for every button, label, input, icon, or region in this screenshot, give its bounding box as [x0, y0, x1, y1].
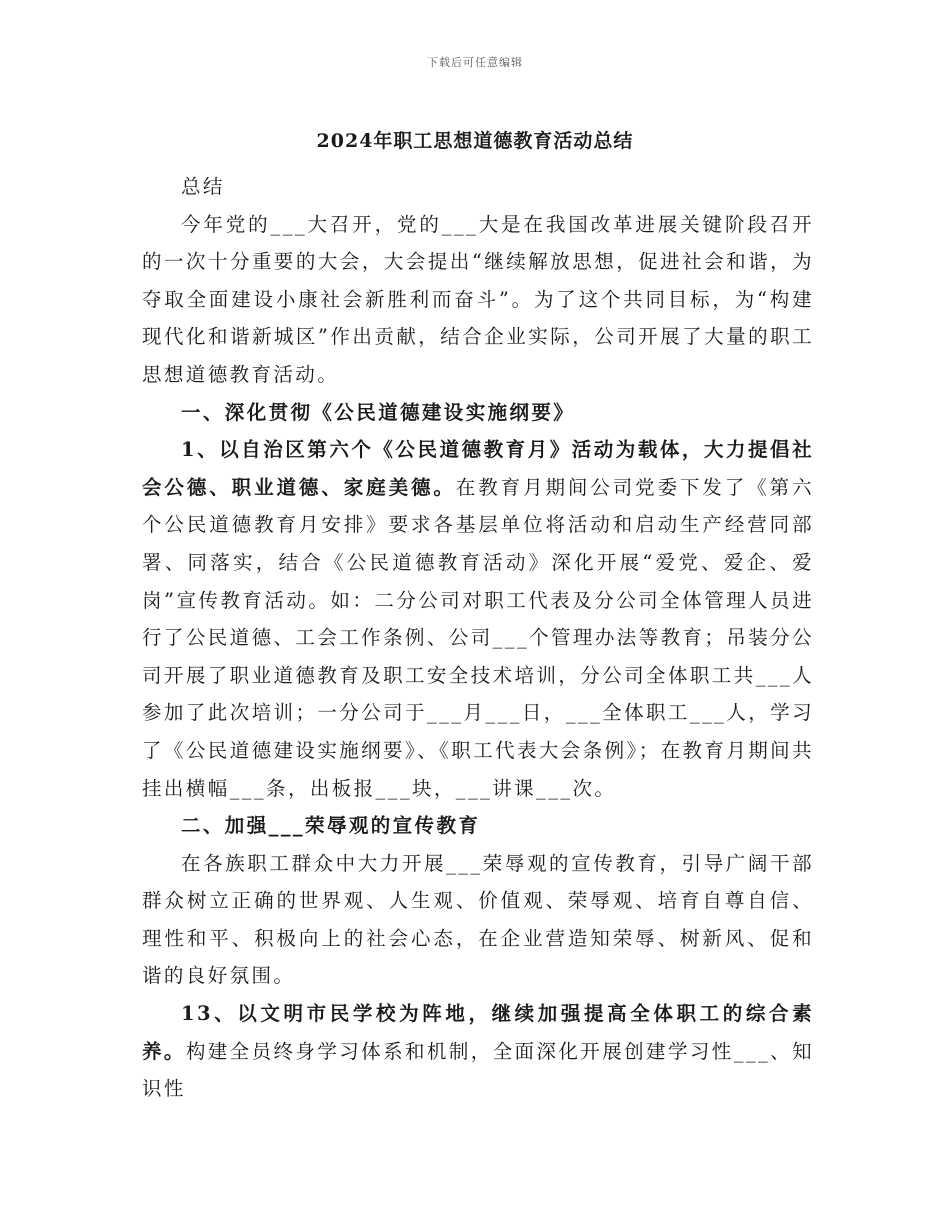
paragraph-body-text: 构建全员终身学习体系和机制，全面深化开展创建学习性___、知识性 [142, 1039, 814, 1101]
section-heading-2: 二、加强___荣辱观的宣传教育 [181, 814, 481, 838]
header-note: 下载后可任意编辑 [427, 56, 523, 69]
paragraph-lead-text: 13、以文明市民学校为阵地，继续加强提高全体职工的综合素养。 [142, 1002, 814, 1063]
paragraph-lead-text: 1、以自治区第六个《公民道德教育月》活动为载体，大力提倡社会公德、职业道德、家庭美德。 [142, 438, 814, 499]
document-body [142, 168, 814, 1108]
paragraph-item-13 [142, 995, 814, 1108]
paragraph-intro: 今年党的___大召开，党的___大是在我国改革进展关键阶段召开的一次十分重要的大会，大会提出“继续解放思想，促进社会和谐，为夺取全面建设小康社会新胜利而奋斗”。为了这个共同目标，为“构建现代化和谐新城区”作出贡献，结合企业实际，公司开展了大量的职工思想道德教育活动。 [142, 212, 814, 386]
paragraph-body-text: 在教育月期间公司党委下发了《第六个公民道德教育月安排》要求各基层单位将活动和启动生产经营同部署、同落实，结合《公民道德教育活动》深化开展“爱党、爱企、爱岗”宣传教育活动。如：二分公司对职工代表及分公司全体管理人员进行了公民道德、工会工作条例、公司___个管理办法等教育；吊装分公司开展了职业道德教育及职工安全技术培训，分公司全体职工共___人参加了此次培训；一分公司于___月___日，___全体职工___人，学习了《公民道德建设实施纲要》、《职工代表大会条例》；在教育月期间共挂出横幅___条，出板报___块，___讲课___次。 [142, 475, 814, 800]
document-title: 2024年职工思想道德教育活动总结 [316, 130, 634, 152]
section-heading-1: 一、深化贯彻《公民道德建设实施纲要》 [181, 400, 576, 424]
paragraph-summary-label: 总结 [181, 175, 225, 198]
paragraph-section-2-body: 在各族职工群众中大力开展___荣辱观的宣传教育，引导广阔干部群众树立正确的世界观、人生观、价值观、荣辱观、培育自尊自信、理性和平、积极向上的社会心态，在企业营造知荣辱、树新风、促和谐的良好氛围。 [142, 851, 814, 988]
paragraph-section-1-item-1 [142, 431, 814, 807]
